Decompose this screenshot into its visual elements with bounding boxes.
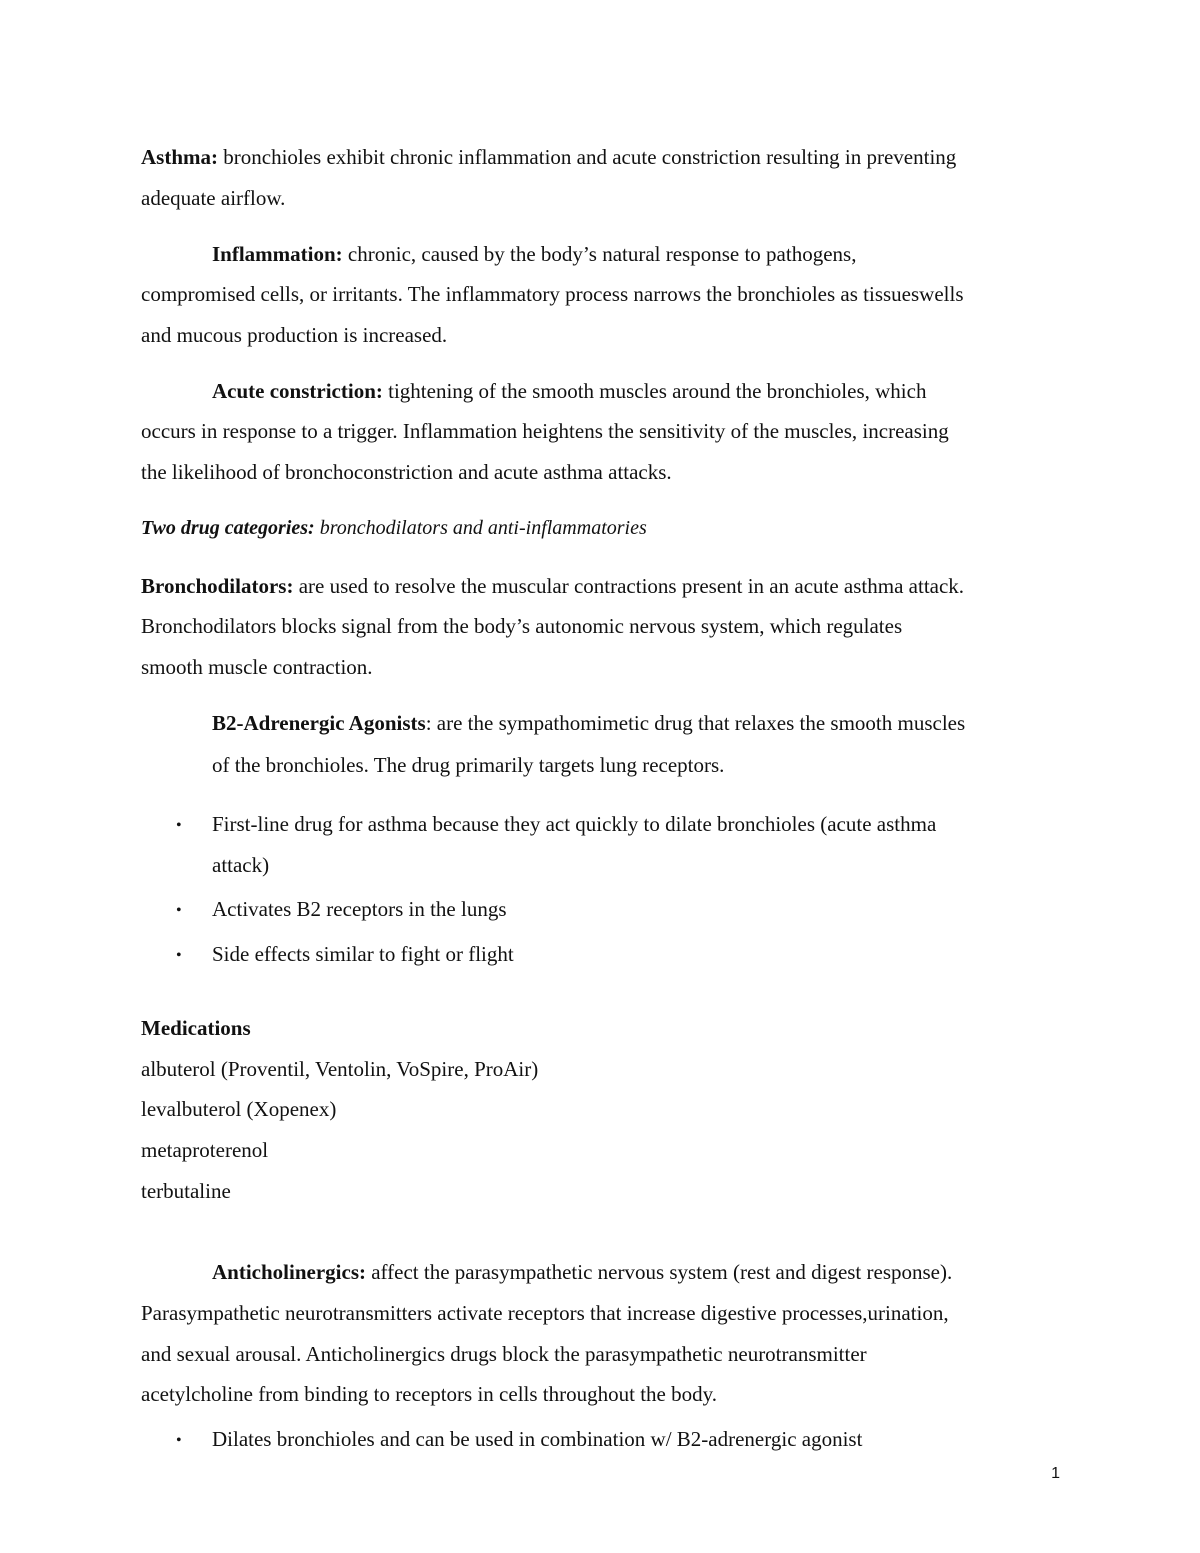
- b2-bullet-1-line-1: First-line drug for asthma because they act quickly to dilate bronchioles (acute asthma: [212, 812, 937, 836]
- bullet-dot: •: [176, 902, 182, 919]
- anticholinergics-paragraph-line-4: acetylcholine from binding to receptors in cells throughout the body.: [141, 1382, 717, 1406]
- inflammation-paragraph-line-3: and mucous production is increased.: [141, 323, 448, 347]
- medication-item: levalbuterol (Xopenex): [141, 1097, 337, 1121]
- medication-item: terbutaline: [141, 1179, 231, 1203]
- inflammation-text-1: chronic, caused by the body’s natural response to pathogens,: [342, 242, 857, 266]
- b2-bullet-2: Activates B2 receptors in the lungs: [212, 897, 507, 921]
- medication-item: metaproterenol: [141, 1138, 269, 1162]
- b2-paragraph-line-1: [212, 713, 965, 734]
- b2-bullet-1-line-2: attack): [212, 853, 270, 877]
- bronchodilators-paragraph-line-1: [141, 576, 964, 597]
- drug-categories-text: bronchodilators and anti-inflammatories: [314, 517, 647, 539]
- inflammation-paragraph-line-2: compromised cells, or irritants. The inflammatory process narrows the bronchioles as tissueswells: [141, 282, 964, 306]
- asthma-paragraph-line-1: [141, 147, 956, 168]
- inflammation-paragraph-line-1: [212, 244, 856, 265]
- acute-paragraph-line-1: [212, 381, 926, 402]
- asthma-text-1: bronchioles exhibit chronic inflammation and acute constriction resulting in preventing: [218, 145, 957, 169]
- bronchodilators-paragraph-line-3: smooth muscle contraction.: [141, 655, 373, 679]
- bronchodilators-text-1: are used to resolve the muscular contractions present in an acute asthma attack.: [293, 574, 965, 598]
- b2-bullet-3: Side effects similar to fight or flight: [212, 942, 514, 966]
- bullet-dot: •: [176, 1432, 182, 1449]
- drug-categories-line: [141, 518, 647, 538]
- b2-paragraph-line-2: of the bronchioles. The drug primarily targets lung receptors.: [212, 753, 725, 777]
- bronchodilators-paragraph-line-2: Bronchodilators blocks signal from the body’s autonomic nervous system, which regulates: [141, 614, 903, 638]
- acute-paragraph-line-2: occurs in response to a trigger. Inflammation heightens the sensitivity of the muscles, increasing: [141, 419, 949, 443]
- acute-paragraph-line-3: the likelihood of bronchoconstriction and acute asthma attacks.: [141, 460, 672, 484]
- medication-item: albuterol (Proventil, Ventolin, VoSpire, ProAir): [141, 1057, 539, 1081]
- medications-heading: Medications: [141, 1016, 251, 1040]
- anticholinergics-paragraph-line-2: Parasympathetic neurotransmitters activate receptors that increase digestive processes,urination,: [141, 1301, 949, 1325]
- asthma-paragraph-line-2: adequate airflow.: [141, 186, 286, 210]
- bullet-dot: •: [176, 817, 182, 834]
- b2-text-1: : are the sympathomimetic drug that relaxes the smooth muscles: [425, 711, 966, 735]
- anticholinergics-paragraph-line-1: [212, 1262, 952, 1283]
- anticholinergics-term: Anticholinergics:: [212, 1260, 366, 1284]
- acute-term: Acute constriction:: [212, 379, 383, 403]
- anticholinergics-text-1: affect the parasympathetic nervous system (rest and digest response).: [365, 1260, 953, 1284]
- page-number: 1: [1051, 1465, 1060, 1482]
- anticholinergics-paragraph-line-3: and sexual arousal. Anticholinergics drugs block the parasympathetic neurotransmitter: [141, 1342, 867, 1366]
- asthma-term: Asthma:: [141, 145, 218, 169]
- drug-categories-term: Two drug categories:: [141, 517, 315, 539]
- bullet-dot: •: [176, 947, 182, 964]
- anticholinergics-bullet-1: Dilates bronchioles and can be used in combination w/ B2-adrenergic agonist: [212, 1427, 863, 1451]
- inflammation-term: Inflammation:: [212, 242, 343, 266]
- bronchodilators-term: Bronchodilators:: [141, 574, 294, 598]
- acute-text-1: tightening of the smooth muscles around the bronchioles, which: [382, 379, 927, 403]
- b2-term: B2-Adrenergic Agonists: [212, 711, 426, 735]
